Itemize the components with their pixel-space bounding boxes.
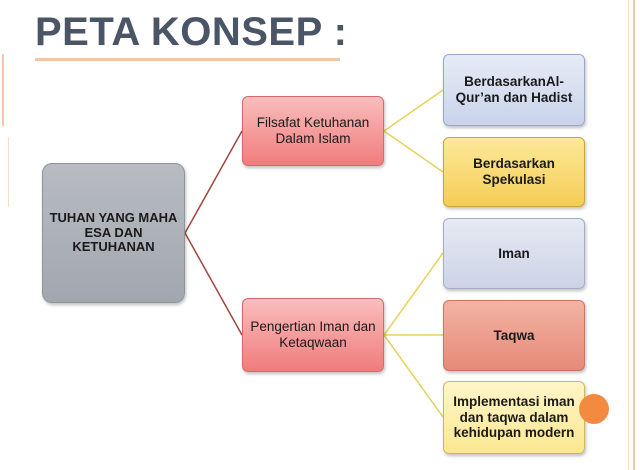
leaf-node-label: BerdasarkanAl-Qur’an dan Hadist	[455, 74, 573, 105]
leaf-node-label: Iman	[498, 245, 530, 261]
leaf-node-label: Taqwa	[493, 327, 535, 343]
branch-node-label: Pengertian Iman dan Ketaqwaan	[250, 319, 376, 350]
leaf-node-alquran-hadist	[443, 54, 585, 126]
connector-branch-2-to-leaf-3	[384, 253, 443, 335]
connector-branch-1-to-leaf-2	[384, 131, 443, 172]
leaf-node-label: Berdasarkan Spekulasi	[473, 156, 555, 187]
leaf-node-label: Implementasi iman dan taqwa dalam kehidupan modern	[453, 394, 575, 441]
connector-root-to-branch-1	[185, 131, 242, 233]
connector-root-to-branch-2	[185, 233, 242, 335]
connector-branch-2-to-leaf-5	[384, 335, 443, 417]
leaf-node-spekulasi	[443, 137, 585, 207]
leaf-node-taqwa	[443, 300, 585, 371]
leaf-node-iman	[443, 218, 585, 289]
connector-branch-1-to-leaf-1	[384, 90, 443, 131]
branch-node-filsafat	[242, 96, 384, 166]
branch-node-label: Filsafat Ketuhanan Dalam Islam	[256, 115, 370, 146]
root-node	[42, 163, 185, 303]
leaf-node-implementasi	[443, 381, 585, 454]
branch-node-pengertian	[242, 298, 384, 372]
page-title: PETA KONSEP :	[35, 10, 348, 54]
decorative-circle	[579, 394, 609, 424]
root-node-label: TUHAN YANG MAHA ESA DAN KETUHANAN	[49, 209, 178, 255]
